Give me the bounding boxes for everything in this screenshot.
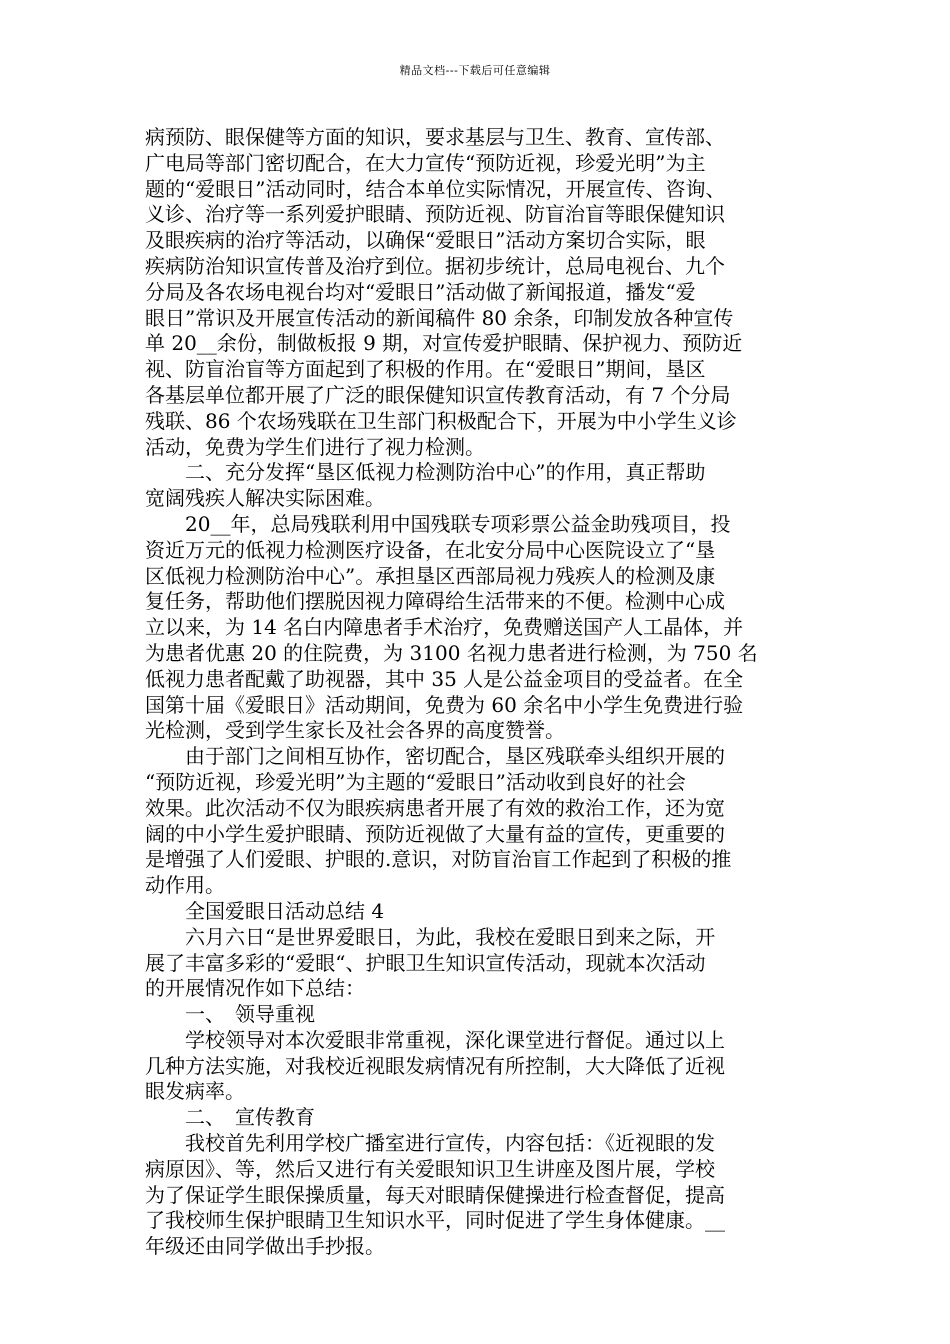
text-line: 资近万元的低视力检测医疗设备，在北安分局中心医院设立了“垦 bbox=[145, 537, 716, 562]
text-line: 动作用。 bbox=[145, 873, 225, 898]
text-line: 效果。此次活动不仅为眼疾病患者开展了有效的救治工作，还为宽 bbox=[145, 795, 725, 820]
text-line: 题的“爱眼日”活动同时，结合本单位实际情况，开展宣传、咨询、 bbox=[145, 176, 726, 201]
text-line: 病预防、眼保健等方面的知识，要求基层与卫生、教育、宣传部、 bbox=[145, 125, 725, 149]
section-heading-line: 二、充分发挥“垦区低视力检测防治中心”的作用，真正帮助 bbox=[145, 460, 706, 485]
text-line: 阔的中小学生爱护眼睛、预防近视做了大量有益的宣传，更重要的 bbox=[145, 821, 725, 846]
text-line: 分局及各农场电视台均对“爱眼日”活动做了新闻报道，播发“爱 bbox=[145, 279, 696, 304]
text-line: 眼日”常识及开展宣传活动的新闻稿件 80 余条，印制发放各种宣传 bbox=[145, 305, 734, 330]
text-line: 20__年，总局残联利用中国残联专项彩票公益金助残项目，投 bbox=[145, 511, 731, 536]
text-line: 几种方法实施，对我校近视眼发病情况有所控制，大大降低了近视 bbox=[145, 1053, 725, 1078]
document-body bbox=[145, 125, 809, 1260]
text-line: 由于部门之间相互协作，密切配合，垦区残联牵头组织开展的 bbox=[145, 744, 725, 769]
text-line: 我校首先利用学校广播室进行宣传，内容包括：《近视眼的发 bbox=[145, 1131, 715, 1156]
text-line: 为了保证学生眼保操质量，每天对眼睛保健操进行检查督促，提高 bbox=[145, 1182, 725, 1207]
text-line: 国第十届《爱眼日》活动期间，免费为 60 余名中小学生免费进行验 bbox=[145, 692, 744, 717]
text-line: 单 20__余份，制做板报 9 期，对宣传爱护眼睛、保护视力、预防近 bbox=[145, 331, 743, 356]
text-line: 残联、86 个农场残联在卫生部门积极配合下，开展为中小学生义诊 bbox=[145, 408, 737, 433]
section-heading-line: 一、 领导重视 bbox=[145, 1002, 315, 1027]
text-line: 是增强了人们爱眼、护眼的.意识，对防盲治盲工作起到了积极的推 bbox=[145, 847, 732, 872]
text-line: 眼发病率。 bbox=[145, 1079, 245, 1104]
text-line: 光检测，受到学生家长及社会各界的高度赞誉。 bbox=[145, 718, 565, 743]
text-line: 及眼疾病的治疗等活动，以确保“爱眼日”活动方案切合实际，眼 bbox=[145, 228, 706, 253]
text-line: 宽阔残疾人解决实际困难。 bbox=[145, 486, 385, 511]
section-heading-line: 二、 宣传教育 bbox=[145, 1105, 315, 1130]
text-line: 广电局等部门密切配合，在大力宣传“预防近视，珍爱光明”为主 bbox=[145, 150, 706, 175]
text-line: 复任务，帮助他们摆脱因视力障碍给生活带来的不便。检测中心成 bbox=[145, 589, 725, 614]
text-line: 区低视力检测防治中心”。承担垦区西部局视力残疾人的检测及康 bbox=[145, 563, 716, 588]
text-line: 的开展情况作如下总结： bbox=[145, 976, 365, 1001]
text-line: 学校领导对本次爱眼非常重视，深化课堂进行督促。通过以上 bbox=[145, 1027, 725, 1052]
article-title-line: 全国爱眼日活动总结 4 bbox=[145, 898, 385, 923]
text-line: 低视力患者配戴了助视器，其中 35 人是公益金项目的受益者。在全 bbox=[145, 666, 744, 691]
page-header: 精品文档---下载后可任意编辑 bbox=[399, 64, 551, 77]
text-line: 病原因》、等，然后又进行有关爱眼知识卫生讲座及图片展，学校 bbox=[145, 1156, 715, 1181]
text-line: 立以来，为 14 名白内障患者手术治疗，免费赠送国产人工晶体，并 bbox=[145, 615, 744, 640]
text-line: 各基层单位都开展了广泛的眼保健知识宣传教育活动，有 7 个分局 bbox=[145, 382, 731, 407]
text-line: 疾病防治知识宣传普及治疗到位。据初步统计，总局电视台、九个 bbox=[145, 253, 725, 278]
text-line: 了我校师生保护眼睛卫生知识水平，同时促进了学生身体健康。__ bbox=[145, 1208, 725, 1233]
text-line: 为患者优惠 20 的住院费，为 3100 名视力患者进行检测，为 750 名 bbox=[145, 640, 758, 665]
text-line: 展了丰富多彩的“爱眼“、护眼卫生知识宣传活动，现就本次活动 bbox=[145, 950, 706, 975]
text-line: 六月六日“是世界爱眼日，为此，我校在爱眼日到来之际，开 bbox=[145, 924, 716, 949]
text-line: “预防近视，珍爱光明”为主题的“爱眼日”活动收到良好的社会 bbox=[145, 769, 686, 794]
text-line: 视、防盲治盲等方面起到了积极的作用。在“爱眼日”期间，垦区 bbox=[145, 357, 706, 382]
text-line: 活动，免费为学生们进行了视力检测。 bbox=[145, 434, 485, 459]
text-line: 义诊、治疗等一系列爱护眼睛、预防近视、防盲治盲等眼保健知识 bbox=[145, 202, 725, 227]
text-line: 年级还由同学做出手抄报。 bbox=[145, 1234, 385, 1259]
